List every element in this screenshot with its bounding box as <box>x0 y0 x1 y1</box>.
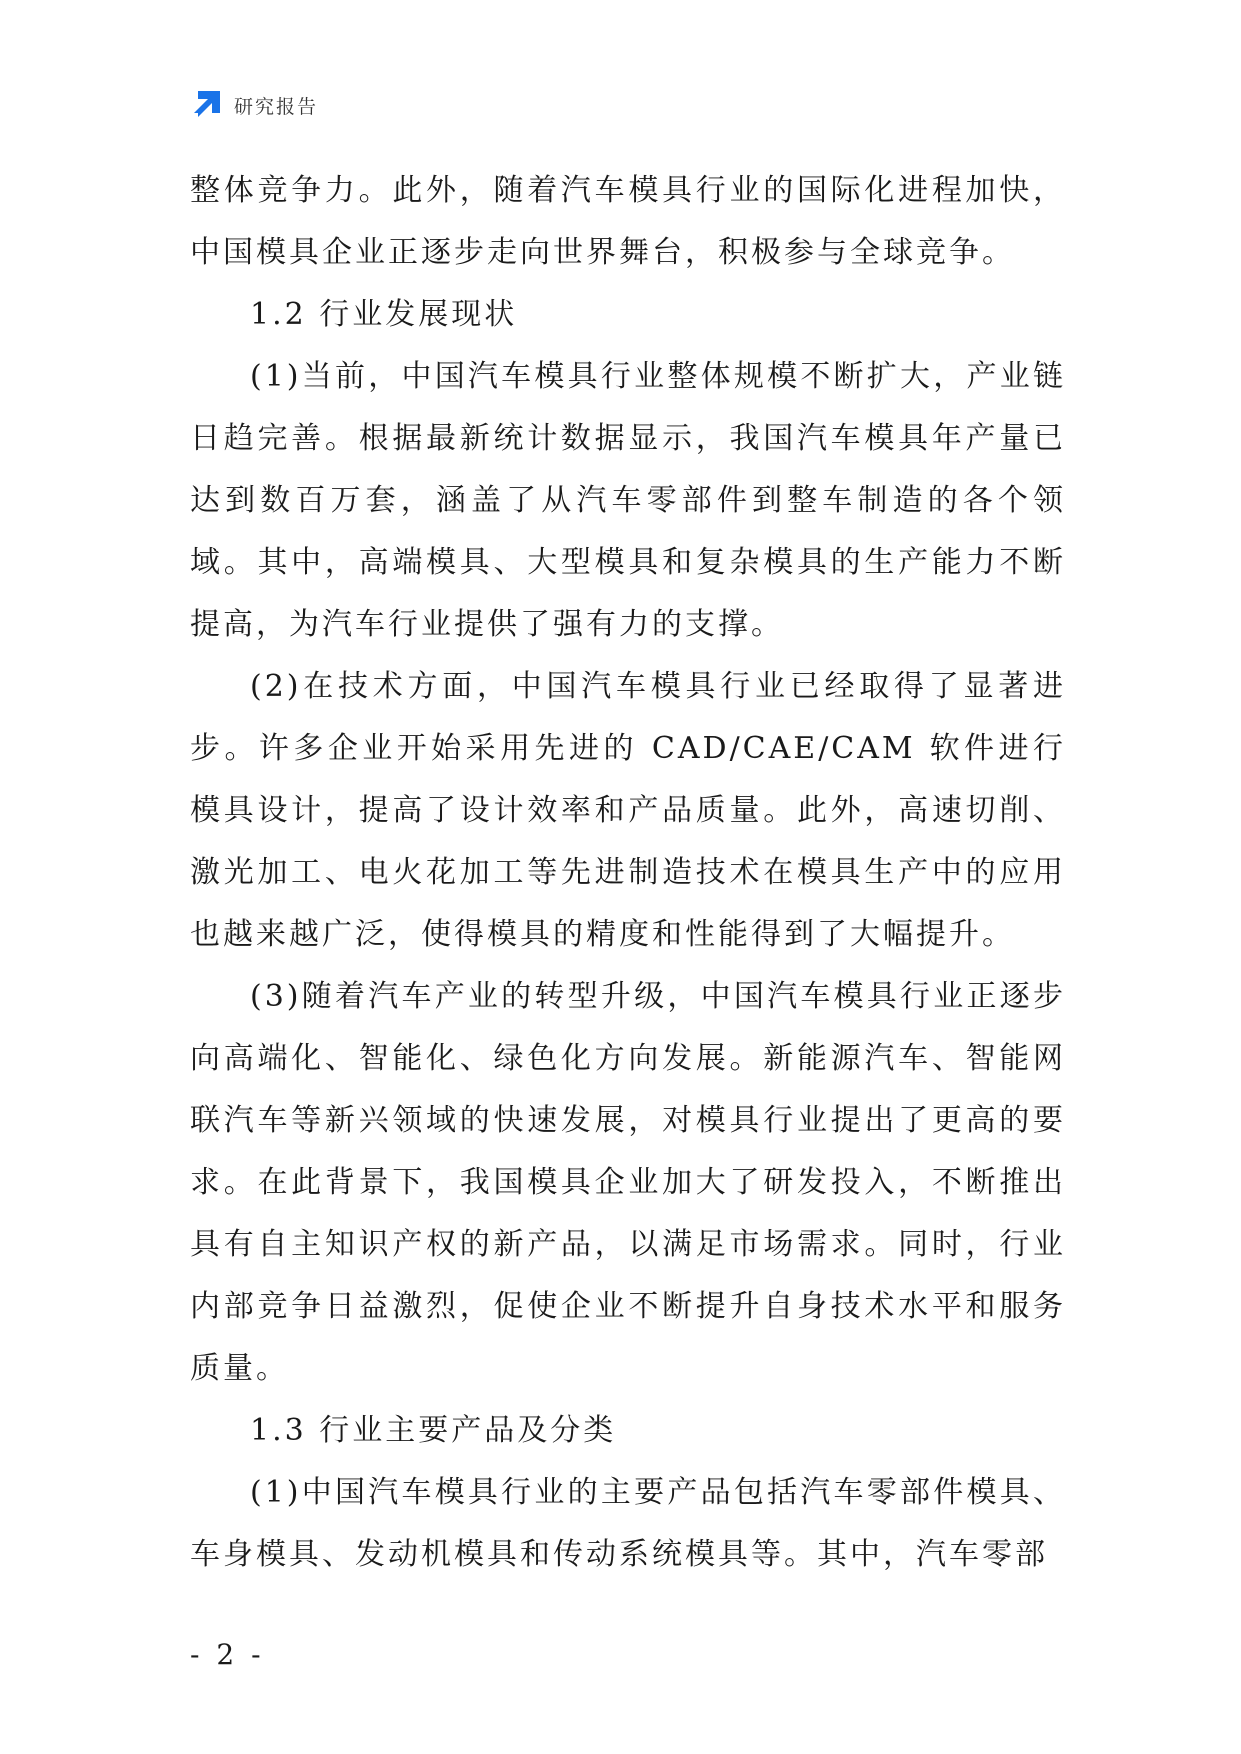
paragraph: (1)当前，中国汽车模具行业整体规模不断扩大，产业链日趋完善。根据最新统计数据显示，我国汽车模具年产量已达到数百万套，涵盖了从汽车零部件到整车制造的各个领域。其中，高端模具、大型模具和复杂模具的生产能力不断提高，为汽车行业提供了强有力的支撑。 <box>190 359 1066 642</box>
paragraph: (3)随着汽车产业的转型升级，中国汽车模具行业正逐步向高端化、智能化、绿色化方向发展。新能源汽车、智能网联汽车等新兴领域的快速发展，对模具行业提出了更高的要求。在此背景下，我国模具企业加大了研发投入，不断推出具有自主知识产权的新产品，以满足市场需求。同时，行业内部竞争日益激烈，促使企业不断提升自身技术水平和服务质量。 <box>190 979 1066 1386</box>
report-header <box>190 88 318 122</box>
page-number: - 2 - <box>190 1638 265 1671</box>
header-title: 研究报告 <box>234 95 319 118</box>
paragraph: (1)中国汽车模具行业的主要产品包括汽车零部件模具、车身模具、发动机模具和传动系统模具等。其中，汽车零部 <box>190 1475 1066 1572</box>
paragraph: (2)在技术方面，中国汽车模具行业已经取得了显著进步。许多企业开始采用先进的 CAD/CAE/CAM 软件进行模具设计，提高了设计效率和产品质量。此外，高速切削、激光加工、电火花加工等先进制造技术在模具生产中的应用也越来越广泛，使得模具的精度和性能得到了大幅提升。 <box>190 669 1066 952</box>
section-heading-1-2: 1.2 行业发展现状 <box>250 297 518 332</box>
document-body <box>190 160 1066 1586</box>
section-heading-1-3: 1.3 行业主要产品及分类 <box>250 1413 617 1448</box>
paragraph-continued: 整体竞争力。此外，随着汽车模具行业的国际化进程加快，中国模具企业正逐步走向世界舞台，积极参与全球竞争。 <box>190 173 1066 270</box>
arrow-logo-icon <box>190 89 222 121</box>
